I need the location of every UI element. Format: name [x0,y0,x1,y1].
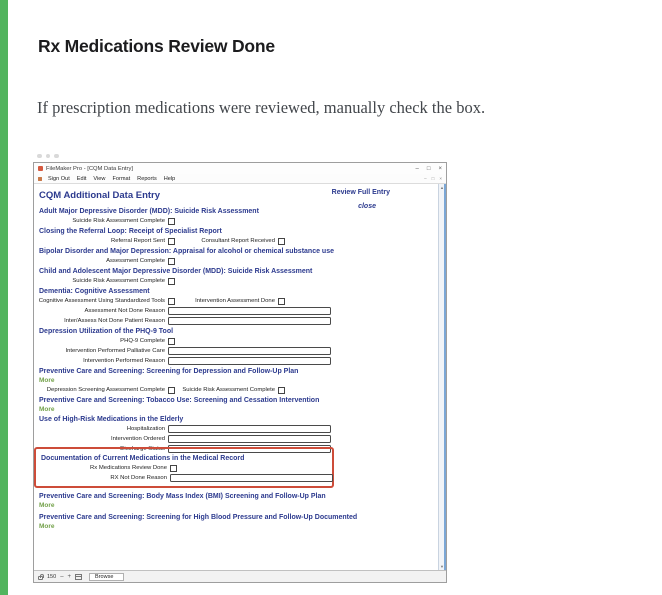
field-row [41,474,332,482]
field-label: Depression Screening Assessment Complete [46,387,165,393]
checkbox-rx-medications-review-done[interactable] [170,465,177,472]
field-row [39,386,446,394]
filemaker-window [33,162,447,583]
field-label: Suicide Risk Assessment Complete [182,387,275,393]
form-section [39,514,446,530]
checkbox-depression-screening-assessment-complete[interactable] [168,387,175,394]
screenshot-frame-dots [33,150,447,162]
input-hospitalization[interactable] [168,425,331,433]
field-row [39,307,446,315]
scroll-up-icon[interactable]: ▲ [440,185,444,190]
more-link[interactable]: More [39,523,55,530]
app-icon [38,166,43,171]
close-icon[interactable]: × [439,176,442,181]
form-section [34,447,334,488]
zoom-out-button[interactable]: – [60,573,64,580]
checkbox-suicide-risk-assessment-complete[interactable] [168,278,175,285]
close-icon[interactable]: × [438,165,442,172]
checkbox-assessment-complete[interactable] [168,258,175,265]
field-row [39,277,446,285]
menu-bar [34,174,446,184]
section-heading: Child and Adolescent Major Depressive Disorder (MDD): Suicide Risk Assessment [39,268,313,275]
checkbox-consultant-report-received[interactable] [278,238,285,245]
field-row [39,425,446,433]
layout-icon[interactable] [75,574,82,580]
menu-format[interactable]: Format [112,175,131,182]
field-row [39,237,446,245]
checkbox-suicide-risk-assessment-complete[interactable] [278,387,285,394]
checkbox-phq-9-complete[interactable] [168,338,175,345]
scroll-down-icon[interactable]: ▼ [440,564,444,569]
more-link[interactable]: More [39,377,55,384]
field-label: Intervention Performed Palliative Care [65,348,165,354]
field-row [39,347,446,355]
input-assessment-not-done-reason[interactable] [168,307,331,315]
page-title: Rx Medications Review Done [38,36,275,56]
section-heading: Depression Utilization of the PHQ-9 Tool [39,328,174,335]
field-label: Intervention Assessment Done [195,298,275,304]
field-label: Suicide Risk Assessment Complete [72,278,165,284]
zoom-level: 150 [47,573,57,580]
field-row [39,435,446,443]
field-label: Assessment Not Done Reason [84,308,165,314]
field-row [39,297,446,305]
field-label: Assessment Complete [106,258,165,264]
field-label: Cognitive Assessment Using Standardized Tools [38,298,165,304]
input-intervention-performed-palliative-care[interactable] [168,347,331,355]
section-heading: Bipolar Disorder and Major Depression: Appraisal for alcohol or chemical substance use [39,248,334,255]
field-label: Intervention Performed Reason [83,358,165,364]
review-full-entry-link[interactable]: Review Full Entry [331,189,390,196]
window-dot [54,154,59,159]
section-heading: Preventive Care and Screening: Screening for Depression and Follow-Up Plan [39,368,299,375]
form-section [39,493,446,509]
form-section [39,268,446,285]
field-label: Intervention Ordered [110,436,165,442]
document-icon [38,177,42,181]
window-controls [416,166,442,172]
form-content [34,184,446,570]
embedded-screenshot [33,150,447,583]
section-heading: Documentation of Current Medications in the Medical Record [41,455,245,462]
section-heading: Preventive Care and Screening: Tobacco Use: Screening and Cessation Intervention [39,397,320,404]
more-link[interactable]: More [39,502,55,509]
field-row [39,357,446,365]
window-dot [37,154,42,159]
field-label: RX Not Done Reason [110,475,167,481]
form-header: CQM Additional Data Entry [39,190,161,201]
field-row [39,337,446,345]
field-label: Suicide Risk Assessment Complete [72,218,165,224]
field-label: Hospitalization [126,426,165,432]
field-row [39,317,446,325]
window-title: FileMaker Pro - [CQM Data Entry] [46,165,133,172]
field-label: Referral Report Sent [110,238,165,244]
field-row [39,217,446,225]
restore-icon[interactable]: □ [426,165,431,172]
menu-help[interactable]: Help [163,175,176,182]
zoom-in-button[interactable]: + [67,573,72,580]
window-title-bar [34,163,446,174]
minimize-icon[interactable]: – [415,165,419,172]
input-intervention-ordered[interactable] [168,435,331,443]
checkbox-suicide-risk-assessment-complete[interactable] [168,218,175,225]
field-row [39,257,446,265]
menu-reports[interactable]: Reports [137,175,157,182]
checkbox-cognitive-assessment-using-standardized-tools[interactable] [168,298,175,305]
field-label: Consultant Report Received [201,238,275,244]
field-label: PHQ-9 Complete [120,338,165,344]
form-section [39,248,446,265]
restore-icon[interactable]: □ [431,176,435,181]
mode-dropdown[interactable]: Browse [89,573,124,581]
checkbox-intervention-assessment-done[interactable] [278,298,285,305]
menu-view[interactable]: View [93,175,106,182]
form-section [39,328,446,365]
field-label: Discharge Status [120,446,165,452]
input-inter-assess-not-done-patient-reason[interactable] [168,317,331,325]
form-section [39,368,446,394]
input-rx-not-done-reason[interactable] [170,474,333,482]
menu-edit[interactable]: Edit [76,175,87,182]
input-intervention-performed-reason[interactable] [168,357,331,365]
window-dot [46,154,51,159]
minimize-icon[interactable]: – [424,176,427,181]
section-heading: Preventive Care and Screening: Screening for High Blood Pressure and Follow-Up Documented [39,514,358,521]
lock-icon [38,576,43,580]
child-window-controls [424,176,442,181]
scrollbar[interactable] [438,184,446,570]
section-heading: Use of High-Risk Medications in the Elderly [39,416,184,423]
field-label: Inter/Assess Not Done Patient Reason [64,318,165,324]
form-section [39,228,446,245]
field-row [41,464,332,472]
status-bar [34,570,446,582]
section-heading: Closing the Referral Loop: Receipt of Specialist Report [39,228,222,235]
page-description: If prescription medications were reviewed, manually check the box. [37,98,486,117]
form-section [39,208,446,225]
form-sections [39,208,446,530]
section-heading: Adult Major Depressive Disorder (MDD): Suicide Risk Assessment [39,208,259,215]
form-section [39,397,446,413]
field-label: Rx Medications Review Done [90,465,167,471]
more-link[interactable]: More [39,406,55,413]
form-section [39,288,446,325]
menu-sign-out[interactable]: Sign Out [48,175,70,182]
close-link[interactable]: close [358,203,376,210]
checkbox-referral-report-sent[interactable] [168,238,175,245]
section-heading: Preventive Care and Screening: Body Mass Index (BMI) Screening and Follow-Up Plan [39,493,326,500]
menu-bar-items [48,176,175,182]
section-heading: Dementia: Cognitive Assessment [39,288,150,295]
page-accent-bar [0,0,8,595]
